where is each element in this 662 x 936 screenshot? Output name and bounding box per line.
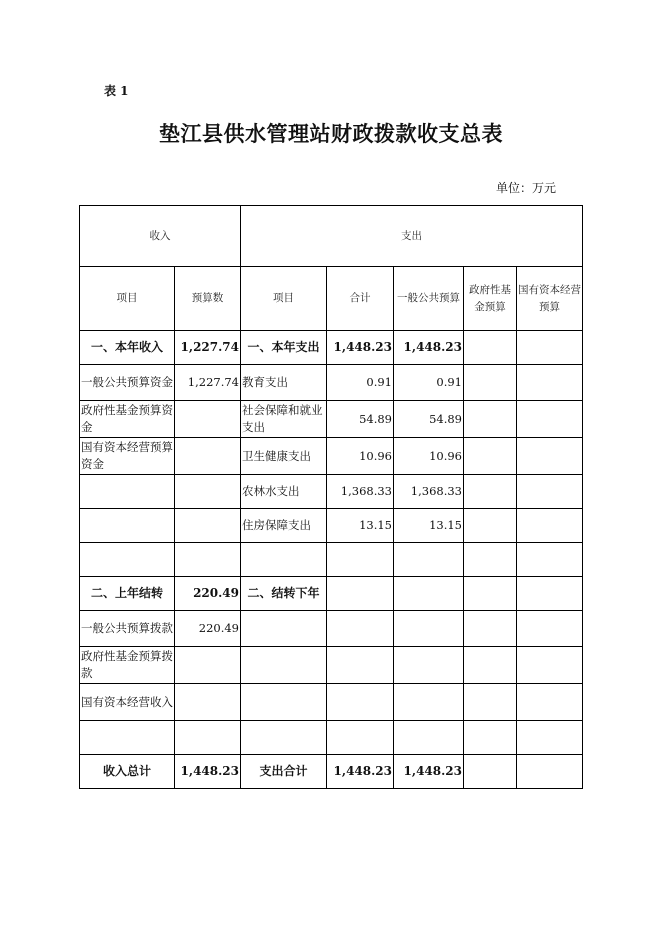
- state-capital-budget-cell: [517, 755, 583, 789]
- section-header-row: [80, 206, 583, 267]
- expense-item-cell: [241, 543, 327, 577]
- col-header: 合计: [327, 267, 394, 331]
- state-capital-budget-cell: [517, 331, 583, 365]
- general-budget-cell: [394, 684, 464, 721]
- gov-fund-budget-cell: [464, 331, 517, 365]
- table-row: [80, 577, 583, 611]
- col-header: 预算数: [175, 267, 241, 331]
- income-amount-cell: [175, 684, 241, 721]
- state-capital-budget-cell: [517, 365, 583, 401]
- state-capital-budget-cell: [517, 647, 583, 684]
- expense-item-cell: 一、本年支出: [241, 331, 327, 365]
- income-item-cell: 一般公共预算拨款: [80, 611, 175, 647]
- table-row: [80, 543, 583, 577]
- income-item-cell: 国有资本经营收入: [80, 684, 175, 721]
- expense-total-cell: [327, 647, 394, 684]
- income-amount-cell: 220.49: [175, 577, 241, 611]
- gov-fund-budget-cell: [464, 365, 517, 401]
- expense-item-cell: [241, 647, 327, 684]
- income-item-cell: [80, 721, 175, 755]
- income-header: 收入: [80, 206, 241, 267]
- gov-fund-budget-cell: [464, 611, 517, 647]
- expense-item-cell: 二、结转下年: [241, 577, 327, 611]
- expense-item-cell: 支出合计: [241, 755, 327, 789]
- col-header: 政府性基金预算: [464, 267, 517, 331]
- state-capital-budget-cell: [517, 577, 583, 611]
- col-header: 项目: [241, 267, 327, 331]
- gov-fund-budget-cell: [464, 577, 517, 611]
- expense-total-cell: 13.15: [327, 509, 394, 543]
- expense-total-cell: 54.89: [327, 401, 394, 438]
- income-item-cell: 政府性基金预算拨款: [80, 647, 175, 684]
- expense-total-cell: 10.96: [327, 438, 394, 475]
- expense-item-cell: 社会保障和就业支出: [241, 401, 327, 438]
- expense-total-cell: [327, 684, 394, 721]
- income-amount-cell: [175, 721, 241, 755]
- expense-item-cell: [241, 611, 327, 647]
- gov-fund-budget-cell: [464, 509, 517, 543]
- gov-fund-budget-cell: [464, 475, 517, 509]
- expense-item-cell: 住房保障支出: [241, 509, 327, 543]
- income-item-cell: 一、本年收入: [80, 331, 175, 365]
- general-budget-cell: [394, 543, 464, 577]
- expense-total-cell: 1,448.23: [327, 331, 394, 365]
- income-amount-cell: 220.49: [175, 611, 241, 647]
- gov-fund-budget-cell: [464, 401, 517, 438]
- table-row: [80, 365, 583, 401]
- page-title: 垫江县供水管理站财政拨款收支总表: [159, 121, 503, 146]
- state-capital-budget-cell: [517, 684, 583, 721]
- table-row: [80, 475, 583, 509]
- gov-fund-budget-cell: [464, 438, 517, 475]
- table-row: [80, 721, 583, 755]
- table-row: [80, 438, 583, 475]
- expense-total-cell: 1,448.23: [327, 755, 394, 789]
- col-header: 国有资本经营预算: [517, 267, 583, 331]
- expense-header: 支出: [241, 206, 583, 267]
- budget-summary-table: [79, 205, 583, 789]
- income-amount-cell: [175, 509, 241, 543]
- general-budget-cell: 0.91: [394, 365, 464, 401]
- general-budget-cell: 1,448.23: [394, 331, 464, 365]
- col-header: 一般公共预算: [394, 267, 464, 331]
- state-capital-budget-cell: [517, 475, 583, 509]
- state-capital-budget-cell: [517, 721, 583, 755]
- income-item-cell: 国有资本经营预算资金: [80, 438, 175, 475]
- income-item-cell: [80, 543, 175, 577]
- income-item-cell: 收入总计: [80, 755, 175, 789]
- general-budget-cell: 1,368.33: [394, 475, 464, 509]
- income-amount-cell: [175, 543, 241, 577]
- col-header: 项目: [80, 267, 175, 331]
- table-row: [80, 611, 583, 647]
- state-capital-budget-cell: [517, 401, 583, 438]
- income-amount-cell: 1,227.74: [175, 365, 241, 401]
- expense-total-cell: 0.91: [327, 365, 394, 401]
- table-label: 表 1: [104, 84, 129, 98]
- general-budget-cell: 54.89: [394, 401, 464, 438]
- table-row: [80, 331, 583, 365]
- expense-item-cell: [241, 721, 327, 755]
- state-capital-budget-cell: [517, 509, 583, 543]
- gov-fund-budget-cell: [464, 543, 517, 577]
- state-capital-budget-cell: [517, 438, 583, 475]
- income-item-cell: 政府性基金预算资金: [80, 401, 175, 438]
- income-amount-cell: [175, 401, 241, 438]
- table-row: [80, 647, 583, 684]
- unit-label: 单位：万元: [496, 181, 557, 195]
- general-budget-cell: [394, 577, 464, 611]
- expense-total-cell: [327, 543, 394, 577]
- income-amount-cell: 1,227.74: [175, 331, 241, 365]
- income-item-cell: 二、上年结转: [80, 577, 175, 611]
- general-budget-cell: [394, 647, 464, 684]
- general-budget-cell: [394, 611, 464, 647]
- income-item-cell: [80, 475, 175, 509]
- general-budget-cell: 13.15: [394, 509, 464, 543]
- gov-fund-budget-cell: [464, 647, 517, 684]
- income-amount-cell: [175, 438, 241, 475]
- expense-item-cell: 农林水支出: [241, 475, 327, 509]
- state-capital-budget-cell: [517, 543, 583, 577]
- income-amount-cell: [175, 647, 241, 684]
- table-row: [80, 401, 583, 438]
- column-header-row: [80, 267, 583, 331]
- general-budget-cell: [394, 721, 464, 755]
- income-amount-cell: [175, 475, 241, 509]
- gov-fund-budget-cell: [464, 684, 517, 721]
- table-row: [80, 509, 583, 543]
- expense-total-cell: 1,368.33: [327, 475, 394, 509]
- expense-item-cell: [241, 684, 327, 721]
- table-row: [80, 684, 583, 721]
- general-budget-cell: 1,448.23: [394, 755, 464, 789]
- expense-item-cell: 卫生健康支出: [241, 438, 327, 475]
- expense-total-cell: [327, 721, 394, 755]
- general-budget-cell: 10.96: [394, 438, 464, 475]
- expense-item-cell: 教育支出: [241, 365, 327, 401]
- income-amount-cell: 1,448.23: [175, 755, 241, 789]
- income-item-cell: [80, 509, 175, 543]
- gov-fund-budget-cell: [464, 721, 517, 755]
- income-item-cell: 一般公共预算资金: [80, 365, 175, 401]
- gov-fund-budget-cell: [464, 755, 517, 789]
- expense-total-cell: [327, 611, 394, 647]
- expense-total-cell: [327, 577, 394, 611]
- state-capital-budget-cell: [517, 611, 583, 647]
- table-row: [80, 755, 583, 789]
